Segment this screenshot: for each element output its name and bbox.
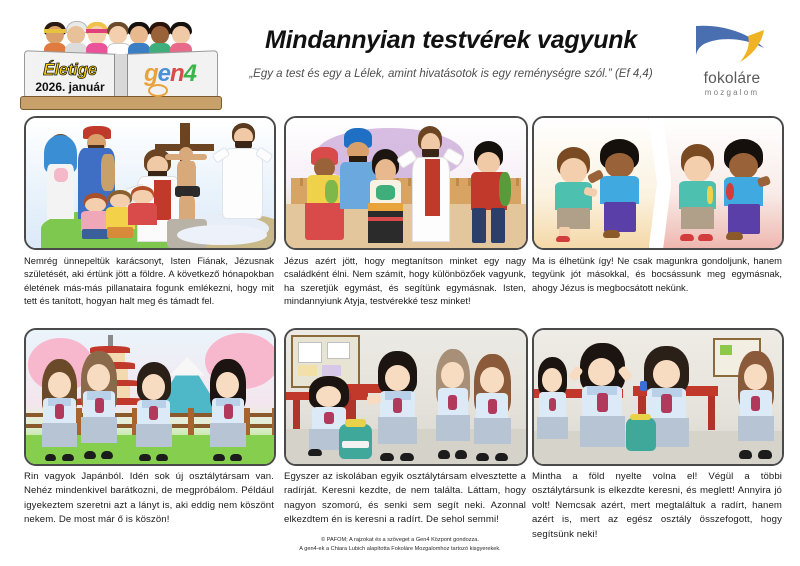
figure-schoolgirl [435, 349, 471, 459]
backpack-icon [339, 424, 373, 459]
panel-6-illustration [532, 328, 784, 466]
figure-schoolgirl [473, 354, 511, 461]
copyright-line-2: A gen4-ek a Chiara Lubich alapította Fokoláre Mozgalomhoz tartozó kisgyerekek. [299, 545, 501, 552]
panel-jesus-life [24, 116, 276, 312]
panel-4-caption: Rin vagyok Japánból. Idén sok új osztálytársam van. Nehéz mindenkivel barátkozni, de megpróbálom. Például igyekeztem szeretni azt a lányt is, aki eddig nem köszönt nekem. De most már ő is köszön! [24, 471, 274, 526]
copyright-footer [150, 536, 650, 553]
panel-rin-japan [24, 328, 276, 534]
panel-1-illustration [24, 116, 276, 250]
panel-4-illustration [24, 328, 276, 466]
eletige-title: Életige [43, 60, 97, 79]
eraser-icon [640, 381, 647, 391]
page-header [0, 0, 800, 112]
gen4-ring-icon [148, 84, 168, 97]
eletige-book-logo [20, 18, 220, 110]
figure-mary [41, 134, 81, 220]
focolare-subtitle: mozgalom [704, 88, 760, 97]
focolare-name: fokoláre [703, 70, 761, 87]
apple-icon [726, 183, 734, 199]
figure-child-listening [128, 186, 158, 235]
panel-5-illustration [284, 328, 528, 466]
focolare-logo [676, 22, 788, 104]
banana-icon [707, 186, 713, 203]
figure-risen-jesus [214, 123, 269, 227]
gen4-logo: gen4 [143, 60, 197, 87]
page-title: Mindannyian testvérek vagyunk [264, 26, 638, 54]
figure-schoolgirl [81, 351, 118, 458]
figure-schoolgirl-rin [135, 362, 172, 461]
scripture-quote: „Egy a test és egy a Lélek, amint hivatásotok is egy reménységre szól.” (Ef 4,4) [249, 68, 653, 80]
open-book-graphic [20, 52, 220, 110]
figure-girl-cheering [579, 343, 626, 461]
panel-2-illustration [284, 116, 528, 250]
panel-3-illustration [532, 116, 784, 250]
focolare-swoosh-icon [690, 22, 776, 68]
backpack-icon [626, 418, 656, 450]
figure-boy-blue-sharing [722, 139, 764, 240]
figure-jesus-center [406, 126, 454, 240]
panel-lost-eraser [284, 328, 528, 534]
figure-asian-boy [468, 141, 509, 242]
panel-1-caption: Nemrég ünnepeltük karácsonyt, Isten Fiának, Jézusnak születését, aki értünk jött a földre. A következő hónapokban életének más-más pillanataira fogunk emlékezni, hogy mit tett és tanított, hogyan halt meg és támadt fel. [24, 255, 274, 307]
panel-2-caption: Jézus azért jött, hogy megtanítson minket egy nagy családként élni. Nem számít, hogy különbözőek vagyunk, ha szeretjük egymást, és segítünk egymásnak. Isten, mindannyiunk Atyja, testvérekké tesz minket! [284, 255, 526, 307]
figure-boy-green-arguing [554, 147, 594, 241]
panel-5-caption: Egyszer az iskolában egyik osztálytársam elvesztette a radírját. Keresni kezdte, de nem találta. Láttam, hogy nagyon szomorú, és senki sem segít neki. Azonnal elkezdtem én is keresni a radírt. De sehol semmi! [284, 471, 526, 526]
figure-boy-green-sharing [678, 144, 718, 240]
panel-found-eraser [532, 328, 784, 540]
panel-forgiveness [532, 116, 784, 312]
figure-schoolgirl [737, 351, 774, 458]
panel-6-caption: Mintha a föld nyelte volna el! Végül a többi osztálytársunk is elkezdte keresni, és meglett! Annyira jó volt! Nemcsak azért, mert megtaláltuk a radírt, hanem azért is, mert az egész osztály összefogott, hogy segítsünk neki! [532, 471, 782, 540]
panel-jesus-family [284, 116, 528, 312]
panel-3-caption: Ma is élhetünk így! Ne csak magunkra gondoljunk, hanem tegyünk jót másokkal, és bocsássunk meg egymásnak, ahogy Jézus is megbocsátott nekünk. [532, 255, 782, 293]
figure-schoolgirl [41, 359, 78, 461]
figure-schoolgirl-background [536, 357, 568, 451]
copyright-line-1: © PAFOM; A rajzokat és a szöveget a Gen4 Központ gondozza. [321, 537, 479, 543]
figure-girl-helping [377, 351, 418, 461]
eletige-date: 2026. január [35, 80, 105, 94]
figure-schoolgirl [210, 359, 247, 461]
figure-boy-blue-arguing [598, 139, 640, 238]
